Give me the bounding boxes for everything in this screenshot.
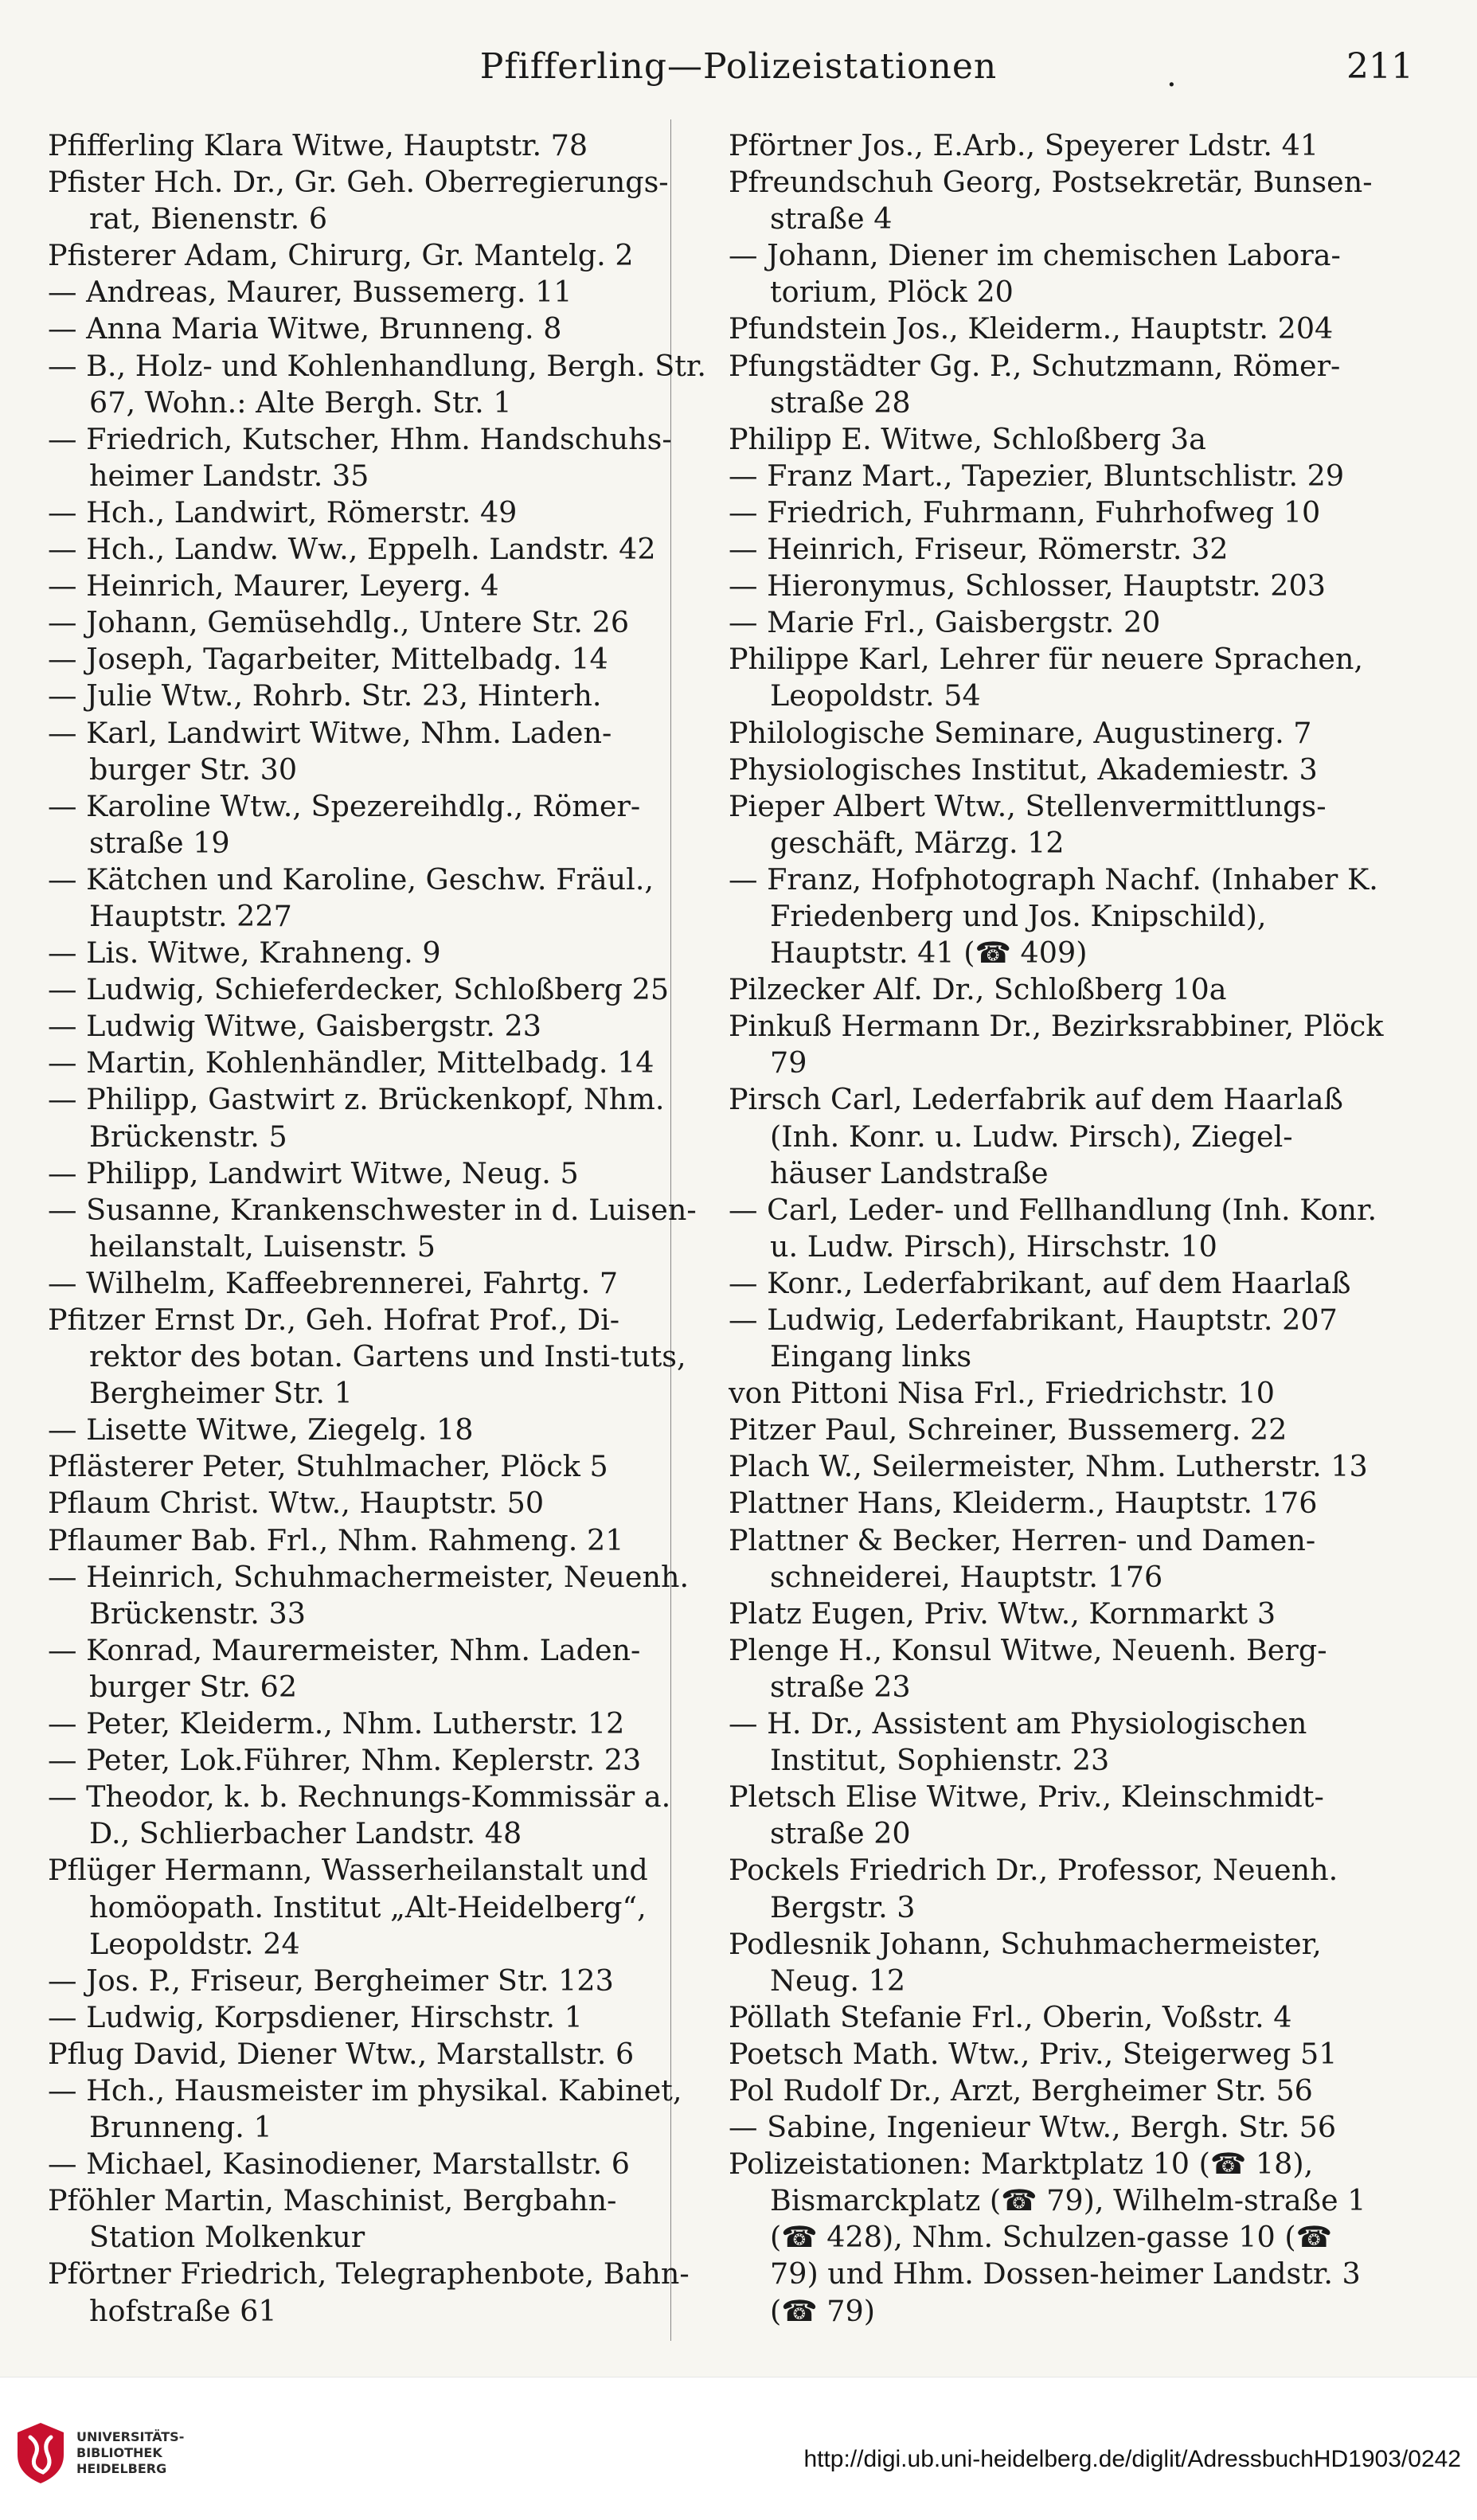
directory-entry: Pföhler Martin, Maschinist, Bergbahn-Station Molkenkur xyxy=(48,2183,617,2255)
directory-entry: — Friedrich, Fuhrmann, Fuhrhofweg 10 xyxy=(729,494,1321,529)
directory-entry: Pflaum Christ. Wtw., Hauptstr. 50 xyxy=(48,1486,545,1521)
directory-entry: Pflästerer Peter, Stuhlmacher, Plöck 5 xyxy=(48,1449,608,1484)
directory-entry: — Anna Maria Witwe, Brunneng. 8 xyxy=(48,311,562,346)
directory-entry: Pfisterer Adam, Chirurg, Gr. Mantelg. 2 xyxy=(48,238,634,273)
directory-entry: — Franz, Hofphotograph Nachf. (Inhaber K. Friedenberg und Jos. Knipschild), Hauptstr. 41 (☎ 409) xyxy=(729,861,1378,971)
directory-entry: Pförtner Friedrich, Telegraphenbote, Bahn-hofstraße 61 xyxy=(48,2256,690,2328)
directory-entry: — Hch., Landwirt, Römerstr. 49 xyxy=(48,494,518,529)
directory-entry: Plach W., Seilermeister, Nhm. Lutherstr. 13 xyxy=(729,1449,1368,1484)
directory-entry: — Wilhelm, Kaffeebrennerei, Fahrtg. 7 xyxy=(48,1265,619,1300)
directory-entry: Pfitzer Ernst Dr., Geh. Hofrat Prof., Di-rektor des botan. Gartens und Insti-tuts, Bergheimer Str. 1 xyxy=(48,1303,686,1411)
directory-entry: Pfister Hch. Dr., Gr. Geh. Oberregierungs-rat, Bienenstr. 6 xyxy=(48,165,669,236)
logo-text xyxy=(76,2429,184,2477)
source-url[interactable]: http://digi.ub.uni-heidelberg.de/diglit/AdressbuchHD1903/0242 xyxy=(803,2446,1461,2472)
directory-entry: — Ludwig, Lederfabrikant, Hauptstr. 207 Eingang links xyxy=(729,1303,1338,1374)
header-dot: . xyxy=(1166,57,1177,94)
directory-entry: — Friedrich, Kutscher, Hhm. Handschuhs-heimer Landstr. 35 xyxy=(48,421,672,493)
directory-entry: — Sabine, Ingenieur Wtw., Bergh. Str. 56 xyxy=(729,2110,1337,2145)
directory-entry: Physiologisches Institut, Akademiestr. 3 xyxy=(729,752,1318,787)
directory-entry: Pitzer Paul, Schreiner, Bussemerg. 22 xyxy=(729,1412,1287,1448)
directory-entry: — Susanne, Krankenschwester in d. Luisen-heilanstalt, Luisenstr. 5 xyxy=(48,1192,697,1264)
directory-entry: Pflüger Hermann, Wasserheilanstalt und homöopath. Institut „Alt-Heidelberg“, Leopoldstr. 24 xyxy=(48,1853,648,1961)
directory-entry: — Heinrich, Maurer, Leyerg. 4 xyxy=(48,568,499,604)
directory-entry: Philippe Karl, Lehrer für neuere Sprachen, Leopoldstr. 54 xyxy=(729,642,1363,713)
directory-entry: — Peter, Kleiderm., Nhm. Lutherstr. 12 xyxy=(48,1706,625,1741)
directory-entry: — H. Dr., Assistent am Physiologischen Institut, Sophienstr. 23 xyxy=(729,1706,1307,1778)
directory-entry: Pilzecker Alf. Dr., Schloßberg 10a xyxy=(729,972,1227,1007)
directory-entry: — Konrad, Maurermeister, Nhm. Laden-burger Str. 62 xyxy=(48,1632,641,1704)
directory-entry: Pirsch Carl, Lederfabrik auf dem Haarlaß (Inh. Konr. u. Ludw. Pirsch), Ziegel-häuser Landstraße xyxy=(729,1082,1343,1190)
directory-entry: — Kätchen und Karoline, Geschw. Fräul., Hauptstr. 227 xyxy=(48,861,654,933)
directory-entry: — Philipp, Gastwirt z. Brückenkopf, Nhm. Brückenstr. 5 xyxy=(48,1082,665,1154)
directory-entry: Poetsch Math. Wtw., Priv., Steigerweg 51 xyxy=(729,2036,1338,2071)
directory-entry: — Theodor, k. b. Rechnungs-Kommissär a. D., Schlierbacher Landstr. 48 xyxy=(48,1780,671,1851)
directory-entry: — Ludwig, Korpsdiener, Hirschstr. 1 xyxy=(48,1999,583,2034)
directory-entry: — Lis. Witwe, Krahneng. 9 xyxy=(48,936,441,971)
directory-entry: Pfreundschuh Georg, Postsekretär, Bunsen-straße 4 xyxy=(729,165,1373,236)
directory-entry: — Andreas, Maurer, Bussemerg. 11 xyxy=(48,275,572,310)
directory-entry: — Konr., Lederfabrikant, auf dem Haarlaß xyxy=(729,1265,1351,1300)
left-column xyxy=(48,127,709,2341)
directory-entry: — Peter, Lok.Führer, Nhm. Keplerstr. 23 xyxy=(48,1743,642,1778)
directory-entry: von Pittoni Nisa Frl., Friedrichstr. 10 xyxy=(729,1376,1275,1411)
directory-entry: Polizeistationen: Marktplatz 10 (☎ 18), Bismarckplatz (☎ 79), Wilhelm-straße 1 (☎ 428), Nhm. Schulzen-gasse 10 (☎ 79) und Hhm. Dossen-heimer Landstr. 3 (☎ 79) xyxy=(729,2147,1366,2328)
directory-entry: Pletsch Elise Witwe, Priv., Kleinschmidt-straße 20 xyxy=(729,1780,1324,1851)
directory-entry: Philipp E. Witwe, Schloßberg 3a xyxy=(729,421,1206,456)
directory-entry: — Johann, Diener im chemischen Labora-torium, Plöck 20 xyxy=(729,238,1341,310)
directory-entry: Platz Eugen, Priv. Wtw., Kornmarkt 3 xyxy=(729,1596,1276,1631)
directory-entry: Pfifferling Klara Witwe, Hauptstr. 78 xyxy=(48,128,588,162)
directory-entry: Pockels Friedrich Dr., Professor, Neuenh. Bergstr. 3 xyxy=(729,1853,1338,1924)
directory-entry: — Franz Mart., Tapezier, Bluntschlistr. 29 xyxy=(729,458,1345,493)
right-column xyxy=(729,127,1389,2341)
directory-entry: Pfundstein Jos., Kleiderm., Hauptstr. 204 xyxy=(729,311,1334,346)
directory-entry: — Martin, Kohlenhändler, Mittelbadg. 14 xyxy=(48,1045,654,1080)
directory-entry: Pflug David, Diener Wtw., Marstallstr. 6 xyxy=(48,2036,635,2071)
directory-entry: Plattner & Becker, Herren- und Damen-schneiderei, Hauptstr. 176 xyxy=(729,1522,1316,1594)
directory-entry: Pförtner Jos., E.Arb., Speyerer Ldstr. 41 xyxy=(729,128,1319,162)
directory-entry: Pinkuß Hermann Dr., Bezirksrabbiner, Plöck 79 xyxy=(729,1009,1384,1080)
library-logo[interactable] xyxy=(14,2421,184,2485)
viewer-footer xyxy=(0,2377,1477,2520)
logo-line-3: HEIDELBERG xyxy=(76,2461,167,2476)
page-header xyxy=(48,38,1429,94)
directory-entry: Pol Rudolf Dr., Arzt, Bergheimer Str. 56 xyxy=(729,2073,1313,2108)
logo-line-1: UNIVERSITÄTS- xyxy=(76,2429,185,2444)
directory-entry: Podlesnik Johann, Schuhmachermeister, Neug. 12 xyxy=(729,1926,1322,1998)
directory-entry: Pöllath Stefanie Frl., Oberin, Voßstr. 4 xyxy=(729,1999,1292,2034)
directory-entry: — Lisette Witwe, Ziegelg. 18 xyxy=(48,1412,474,1448)
logo-line-2: BIBLIOTHEK xyxy=(76,2445,162,2460)
directory-entry: Plenge H., Konsul Witwe, Neuenh. Berg-straße 23 xyxy=(729,1632,1327,1704)
directory-entry: — Philipp, Landwirt Witwe, Neug. 5 xyxy=(48,1155,579,1190)
directory-entry: Pieper Albert Wtw., Stellenvermittlungs-geschäft, Märzg. 12 xyxy=(729,788,1327,860)
directory-entry: — Karl, Landwirt Witwe, Nhm. Laden-burger Str. 30 xyxy=(48,715,612,787)
directory-columns xyxy=(48,127,1429,2341)
directory-entry: — Ludwig, Schieferdecker, Schloßberg 25 xyxy=(48,972,670,1007)
directory-entry: — Johann, Gemüsehdlg., Untere Str. 26 xyxy=(48,605,630,640)
directory-entry: — Julie Wtw., Rohrb. Str. 23, Hinterh. xyxy=(48,678,602,713)
directory-entry: — Michael, Kasinodiener, Marstallstr. 6 xyxy=(48,2147,630,2182)
directory-entry: Philologische Seminare, Augustinerg. 7 xyxy=(729,715,1312,750)
directory-entry: — Hieronymus, Schlosser, Hauptstr. 203 xyxy=(729,568,1326,604)
page-number: 211 xyxy=(1346,46,1413,87)
directory-entry: — Karoline Wtw., Spezereihdlg., Römer-straße 19 xyxy=(48,788,641,860)
directory-entry: — Hch., Hausmeister im physikal. Kabinet, Brunneng. 1 xyxy=(48,2073,682,2145)
directory-entry: Pflaumer Bab. Frl., Nhm. Rahmeng. 21 xyxy=(48,1522,624,1557)
directory-entry: Pfungstädter Gg. P., Schutzmann, Römer-straße 28 xyxy=(729,348,1341,420)
directory-entry: — B., Holz- und Kohlenhandlung, Bergh. Str. 67, Wohn.: Alte Bergh. Str. 1 xyxy=(48,348,706,420)
directory-entry: — Joseph, Tagarbeiter, Mittelbadg. 14 xyxy=(48,642,608,677)
directory-entry: — Marie Frl., Gaisbergstr. 20 xyxy=(729,605,1161,640)
directory-entry: Plattner Hans, Kleiderm., Hauptstr. 176 xyxy=(729,1486,1318,1521)
directory-entry: — Ludwig Witwe, Gaisbergstr. 23 xyxy=(48,1009,541,1044)
directory-entry: — Hch., Landw. Ww., Eppelh. Landstr. 42 xyxy=(48,532,656,567)
directory-entry: — Carl, Leder- und Fellhandlung (Inh. Konr. u. Ludw. Pirsch), Hirschstr. 10 xyxy=(729,1192,1377,1264)
directory-entry: — Heinrich, Friseur, Römerstr. 32 xyxy=(729,532,1229,567)
running-title: Pfifferling—Polizeistationen xyxy=(479,45,998,87)
library-seal-icon xyxy=(14,2421,67,2485)
directory-entry: — Heinrich, Schuhmachermeister, Neuenh. Brückenstr. 33 xyxy=(48,1559,690,1631)
directory-entry: — Jos. P., Friseur, Bergheimer Str. 123 xyxy=(48,1963,614,1998)
